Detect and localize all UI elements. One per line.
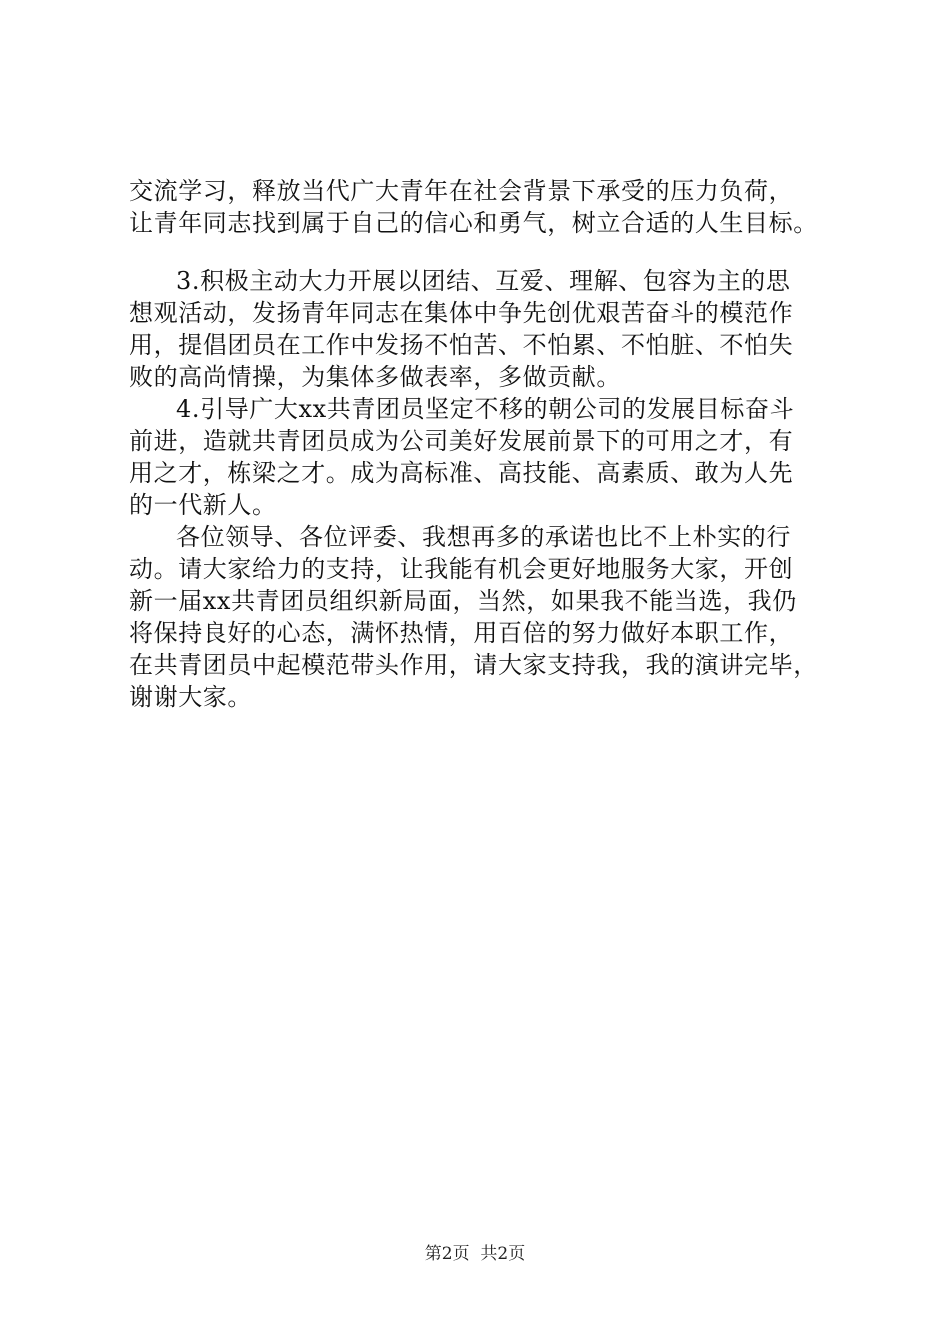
paragraph-line: 让青年同志找到属于自己的信心和勇气，树立合适的人生目标。 bbox=[129, 209, 818, 237]
paragraph-line: 想观活动，发扬青年同志在集体中争先创优艰苦奋斗的模范作 bbox=[129, 299, 794, 327]
page-footer bbox=[0, 1242, 950, 1266]
paragraph-line: 交流学习，释放当代广大青年在社会背景下承受的压力负荷， bbox=[129, 177, 794, 205]
paragraph-line: 的一代新人。 bbox=[129, 491, 277, 519]
paragraph-line: 败的高尚情操，为集体多做表率，多做贡献。 bbox=[129, 363, 621, 391]
paragraph-line: 新一届xx共青团员组织新局面，当然，如果我不能当选，我仍 bbox=[129, 587, 797, 615]
paragraph-line: 前进，造就共青团员成为公司美好发展前景下的可用之才，有 bbox=[129, 427, 794, 455]
paragraph-line: 用，提倡团员在工作中发扬不怕苦、不怕累、不怕脏、不怕失 bbox=[129, 331, 794, 359]
page-total: 共2页 bbox=[480, 1244, 526, 1264]
paragraph-line: 动。请大家给力的支持，让我能有机会更好地服务大家，开创 bbox=[129, 555, 794, 583]
page-number: 第2页 bbox=[424, 1244, 470, 1264]
paragraph-line: 在共青团员中起模范带头作用，请大家支持我，我的演讲完毕， bbox=[129, 651, 818, 679]
paragraph-line: 谢谢大家。 bbox=[129, 683, 252, 711]
paragraph-line: 将保持良好的心态，满怀热情，用百倍的努力做好本职工作， bbox=[129, 619, 794, 647]
paragraph-line: 3.积极主动大力开展以团结、互爱、理解、包容为主的思 bbox=[176, 267, 791, 295]
paragraph-line: 4.引导广大xx共青团员坚定不移的朝公司的发展目标奋斗 bbox=[176, 395, 795, 423]
paragraph-line: 各位领导、各位评委、我想再多的承诺也比不上朴实的行 bbox=[176, 523, 791, 551]
paragraph-line: 用之才，栋梁之才。成为高标准、高技能、高素质、敢为人先 bbox=[129, 459, 794, 487]
